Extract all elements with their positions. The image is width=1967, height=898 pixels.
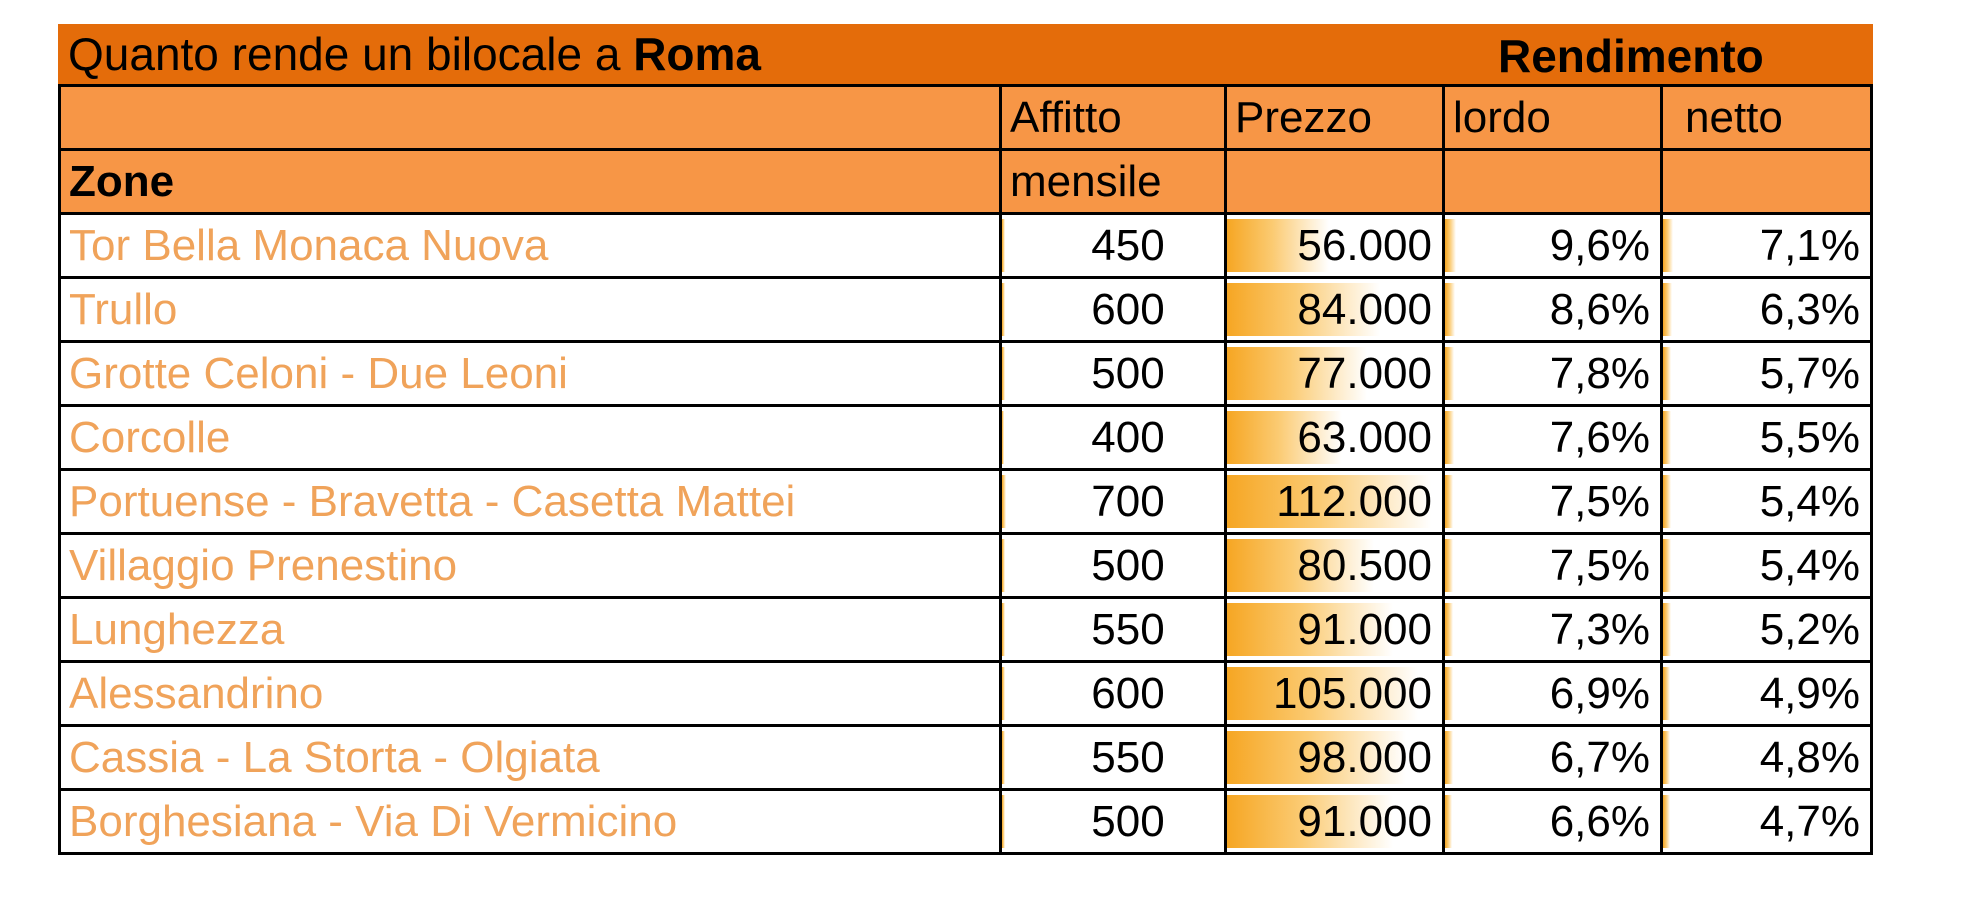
data-bar: [1445, 539, 1453, 592]
lordo-cell-value: 8,6%: [1549, 285, 1650, 334]
data-bar: [1663, 283, 1672, 336]
data-bar: [1445, 475, 1453, 528]
title-prefix: Quanto rende un bilocale a: [68, 28, 634, 80]
data-bar: [1002, 539, 1005, 592]
zone-cell-value: Portuense - Bravetta - Casetta Mattei: [69, 477, 796, 526]
lordo-cell-value: 6,6%: [1549, 797, 1650, 846]
header-netto: netto: [1660, 87, 1870, 148]
zone-cell-value: Lunghezza: [69, 605, 285, 654]
netto-cell-value: 5,2%: [1759, 605, 1860, 654]
prezzo-cell: [1224, 407, 1442, 468]
lordo-cell-value: 7,5%: [1549, 477, 1650, 526]
netto-cell-value: 6,3%: [1759, 285, 1860, 334]
prezzo-cell-value: 84.000: [1297, 285, 1432, 334]
data-bar: [1445, 731, 1453, 784]
prezzo-cell-value: 105.000: [1272, 669, 1432, 718]
data-bar: [1445, 411, 1454, 464]
data-bar: [1663, 795, 1670, 848]
zone-cell: [61, 663, 999, 724]
data-bar: [1002, 219, 1005, 272]
lordo-cell: [1442, 215, 1660, 276]
table-body: [61, 212, 1870, 852]
table-row: [61, 468, 1870, 532]
table-row: [61, 276, 1870, 340]
zone-cell: [61, 215, 999, 276]
data-bar: [1002, 731, 1005, 784]
title-city: Roma: [633, 28, 761, 80]
data-bar: [1445, 347, 1454, 400]
affitto-cell-value: 600: [1091, 669, 1165, 718]
lordo-cell: [1442, 471, 1660, 532]
data-bar: [1445, 603, 1453, 656]
header-prezzo: Prezzo: [1224, 87, 1442, 148]
data-bar: [1445, 219, 1456, 272]
netto-cell: [1660, 727, 1870, 788]
zone-cell-value: Tor Bella Monaca Nuova: [69, 221, 549, 270]
table-grid: [58, 84, 1873, 855]
affitto-cell-value: 500: [1091, 797, 1165, 846]
prezzo-cell-value: 98.000: [1297, 733, 1432, 782]
zone-cell-value: Grotte Celoni - Due Leoni: [69, 349, 568, 398]
data-bar: [1002, 283, 1005, 336]
affitto-cell: [999, 215, 1224, 276]
zone-cell-value: Cassia - La Storta - Olgiata: [69, 733, 600, 782]
header-zone-blank: [61, 87, 999, 148]
data-bar: [1445, 283, 1455, 336]
netto-cell: [1660, 279, 1870, 340]
header-lordo-blank: [1442, 151, 1660, 212]
netto-cell: [1660, 407, 1870, 468]
zone-cell-value: Villaggio Prenestino: [69, 541, 458, 590]
data-bar: [1663, 411, 1671, 464]
zone-cell-value: Trullo: [69, 285, 178, 334]
affitto-cell: [999, 727, 1224, 788]
affitto-cell-value: 600: [1091, 285, 1165, 334]
data-bar: [1663, 603, 1671, 656]
affitto-cell: [999, 535, 1224, 596]
affitto-cell-value: 500: [1091, 541, 1165, 590]
affitto-cell: [999, 407, 1224, 468]
prezzo-cell: [1224, 215, 1442, 276]
table-row: [61, 724, 1870, 788]
data-bar: [1663, 219, 1673, 272]
zone-cell: [61, 407, 999, 468]
lordo-cell: [1442, 663, 1660, 724]
lordo-cell: [1442, 343, 1660, 404]
data-bar: [1663, 347, 1671, 400]
affitto-cell: [999, 599, 1224, 660]
affitto-cell: [999, 471, 1224, 532]
affitto-cell-value: 550: [1091, 605, 1165, 654]
header-zone: Zone: [61, 151, 999, 212]
netto-cell-value: 4,7%: [1759, 797, 1860, 846]
lordo-cell-value: 7,6%: [1549, 413, 1650, 462]
netto-cell: [1660, 343, 1870, 404]
netto-cell: [1660, 535, 1870, 596]
lordo-cell-value: 6,9%: [1549, 669, 1650, 718]
netto-cell: [1660, 791, 1870, 852]
zone-cell: [61, 279, 999, 340]
lordo-cell: [1442, 727, 1660, 788]
netto-cell: [1660, 599, 1870, 660]
prezzo-cell: [1224, 535, 1442, 596]
lordo-cell-value: 6,7%: [1549, 733, 1650, 782]
lordo-cell-value: 7,5%: [1549, 541, 1650, 590]
header-affitto: Affitto: [999, 87, 1224, 148]
netto-cell-value: 5,7%: [1759, 349, 1860, 398]
prezzo-cell: [1224, 471, 1442, 532]
table-title-bar: [58, 24, 1873, 84]
table-row: [61, 788, 1870, 852]
data-bar: [1663, 731, 1670, 784]
yield-table: [58, 24, 1873, 855]
header-lordo: lordo: [1442, 87, 1660, 148]
zone-cell: [61, 599, 999, 660]
prezzo-cell: [1224, 663, 1442, 724]
header-mensile: mensile: [999, 151, 1224, 212]
prezzo-cell-value: 91.000: [1297, 605, 1432, 654]
netto-cell-value: 5,4%: [1759, 541, 1860, 590]
table-row: [61, 404, 1870, 468]
lordo-cell: [1442, 535, 1660, 596]
data-bar: [1445, 667, 1453, 720]
table-row: [61, 212, 1870, 276]
header-netto-blank: [1660, 151, 1870, 212]
data-bar: [1663, 539, 1671, 592]
prezzo-cell-value: 77.000: [1297, 349, 1432, 398]
zone-cell-value: Corcolle: [69, 413, 231, 462]
affitto-cell-value: 450: [1091, 221, 1165, 270]
data-bar: [1002, 667, 1005, 720]
prezzo-cell: [1224, 599, 1442, 660]
netto-cell: [1660, 471, 1870, 532]
zone-cell: [61, 471, 999, 532]
zone-cell: [61, 535, 999, 596]
netto-cell-value: 5,4%: [1759, 477, 1860, 526]
affitto-cell: [999, 791, 1224, 852]
data-bar: [1002, 411, 1004, 464]
header-prezzo-blank: [1224, 151, 1442, 212]
affitto-cell-value: 700: [1091, 477, 1165, 526]
data-bar: [1002, 795, 1005, 848]
prezzo-cell-value: 91.000: [1297, 797, 1432, 846]
data-bar: [1445, 795, 1452, 848]
lordo-cell: [1442, 599, 1660, 660]
prezzo-cell: [1224, 791, 1442, 852]
data-bar: [1663, 667, 1670, 720]
data-bar: [1002, 475, 1006, 528]
affitto-cell-value: 550: [1091, 733, 1165, 782]
prezzo-cell-value: 112.000: [1276, 477, 1432, 526]
table-row: [61, 596, 1870, 660]
lordo-cell: [1442, 791, 1660, 852]
netto-cell: [1660, 215, 1870, 276]
header-row-2: [61, 148, 1870, 212]
affitto-cell-value: 500: [1091, 349, 1165, 398]
netto-cell-value: 4,9%: [1759, 669, 1860, 718]
prezzo-cell: [1224, 343, 1442, 404]
zone-cell-value: Borghesiana - Via Di Vermicino: [69, 797, 678, 846]
affitto-cell: [999, 279, 1224, 340]
table-row: [61, 660, 1870, 724]
netto-cell-value: 4,8%: [1759, 733, 1860, 782]
prezzo-cell: [1224, 727, 1442, 788]
rendimento-group-header: Rendimento: [1498, 30, 1764, 82]
zone-cell-value: Alessandrino: [69, 669, 324, 718]
zone-cell: [61, 343, 999, 404]
header-row-1: [61, 84, 1870, 148]
lordo-cell: [1442, 407, 1660, 468]
data-bar: [1663, 475, 1671, 528]
lordo-cell-value: 7,8%: [1549, 349, 1650, 398]
prezzo-cell-value: 63.000: [1297, 413, 1432, 462]
table-title: [68, 28, 761, 80]
prezzo-cell-value: 56.000: [1297, 221, 1432, 270]
netto-cell-value: 7,1%: [1759, 221, 1860, 270]
affitto-cell-value: 400: [1091, 413, 1165, 462]
prezzo-cell: [1224, 279, 1442, 340]
zone-cell: [61, 791, 999, 852]
zone-cell: [61, 727, 999, 788]
lordo-cell-value: 9,6%: [1549, 221, 1650, 270]
netto-cell-value: 5,5%: [1759, 413, 1860, 462]
table-row: [61, 532, 1870, 596]
data-bar: [1002, 603, 1005, 656]
lordo-cell-value: 7,3%: [1549, 605, 1650, 654]
data-bar: [1002, 347, 1005, 400]
netto-cell: [1660, 663, 1870, 724]
table-row: [61, 340, 1870, 404]
prezzo-cell-value: 80.500: [1297, 541, 1432, 590]
lordo-cell: [1442, 279, 1660, 340]
affitto-cell: [999, 343, 1224, 404]
affitto-cell: [999, 663, 1224, 724]
